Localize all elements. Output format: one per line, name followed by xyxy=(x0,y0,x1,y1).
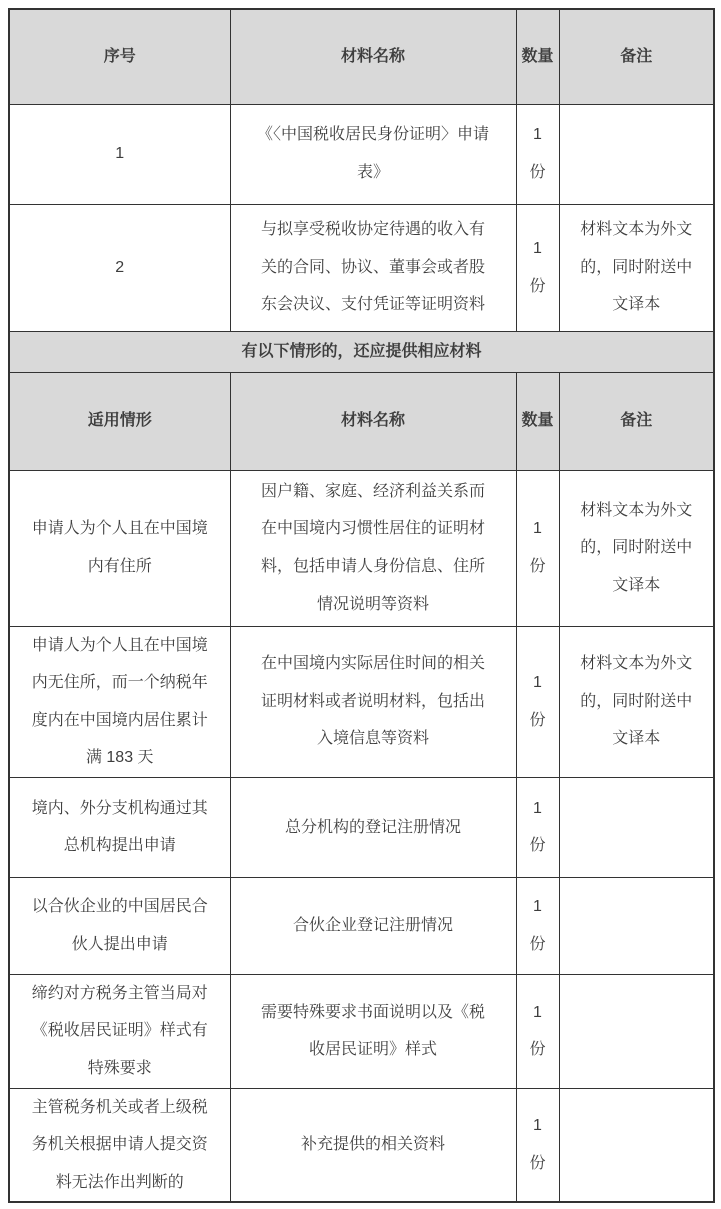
cell-applicable-case: 主管税务机关或者上级税务机关根据申请人提交资料无法作出判断的 xyxy=(9,1088,230,1202)
col-header-quantity: 数量 xyxy=(516,9,559,104)
cell-applicable-case: 申请人为个人且在中国境内无住所，而一个纳税年度内在中国境内居住累计满 183 天 xyxy=(9,626,230,777)
section-title: 有以下情形的，还应提供相应材料 xyxy=(9,331,714,372)
cell-serial: 1 xyxy=(9,104,230,204)
cell-quantity: 1 份 xyxy=(516,1088,559,1202)
cell-applicable-case: 申请人为个人且在中国境内有住所 xyxy=(9,470,230,626)
table-row xyxy=(9,104,714,204)
cell-material-name: 因户籍、家庭、经济利益关系而在中国境内习惯性居住的证明材料，包括申请人身份信息、住所情况说明等资料 xyxy=(230,470,516,626)
col-header-quantity: 数量 xyxy=(516,372,559,470)
cell-note: 材料文本为外文的，同时附送中文译本 xyxy=(559,204,714,331)
cell-quantity: 1 份 xyxy=(516,974,559,1088)
section-title-row xyxy=(9,331,714,372)
table-row xyxy=(9,877,714,974)
materials-table xyxy=(8,8,715,1203)
cell-material-name: 补充提供的相关资料 xyxy=(230,1088,516,1202)
cell-material-name: 与拟享受税收协定待遇的收入有关的合同、协议、董事会或者股东会决议、支付凭证等证明资料 xyxy=(230,204,516,331)
table-row xyxy=(9,204,714,331)
cell-quantity: 1 份 xyxy=(516,470,559,626)
cell-note xyxy=(559,877,714,974)
cell-applicable-case: 境内、外分支机构通过其总机构提出申请 xyxy=(9,777,230,877)
cell-applicable-case: 缔约对方税务主管当局对《税收居民证明》样式有特殊要求 xyxy=(9,974,230,1088)
cell-quantity: 1 份 xyxy=(516,626,559,777)
cell-note xyxy=(559,974,714,1088)
cell-material-name: 总分机构的登记注册情况 xyxy=(230,777,516,877)
cell-note xyxy=(559,777,714,877)
col-header-material-name: 材料名称 xyxy=(230,372,516,470)
table-row xyxy=(9,974,714,1088)
cell-quantity: 1 份 xyxy=(516,204,559,331)
table-header-row-2 xyxy=(9,372,714,470)
cell-serial: 2 xyxy=(9,204,230,331)
cell-quantity: 1 份 xyxy=(516,777,559,877)
col-header-note: 备注 xyxy=(559,372,714,470)
cell-note xyxy=(559,1088,714,1202)
cell-quantity: 1 份 xyxy=(516,877,559,974)
table-header-row-1 xyxy=(9,9,714,104)
cell-applicable-case: 以合伙企业的中国居民合伙人提出申请 xyxy=(9,877,230,974)
col-header-material-name: 材料名称 xyxy=(230,9,516,104)
table-row xyxy=(9,626,714,777)
cell-material-name: 需要特殊要求书面说明以及《税收居民证明》样式 xyxy=(230,974,516,1088)
table-row xyxy=(9,470,714,626)
cell-quantity: 1 份 xyxy=(516,104,559,204)
cell-note xyxy=(559,104,714,204)
table-row xyxy=(9,777,714,877)
cell-material-name: 合伙企业登记注册情况 xyxy=(230,877,516,974)
table-row xyxy=(9,1088,714,1202)
cell-material-name: 《〈中国税收居民身份证明〉申请表》 xyxy=(230,104,516,204)
cell-material-name: 在中国境内实际居住时间的相关证明材料或者说明材料，包括出入境信息等资料 xyxy=(230,626,516,777)
col-header-note: 备注 xyxy=(559,9,714,104)
cell-note: 材料文本为外文的，同时附送中文译本 xyxy=(559,626,714,777)
cell-note: 材料文本为外文的，同时附送中文译本 xyxy=(559,470,714,626)
col-header-serial: 序号 xyxy=(9,9,230,104)
col-header-applicable-case: 适用情形 xyxy=(9,372,230,470)
